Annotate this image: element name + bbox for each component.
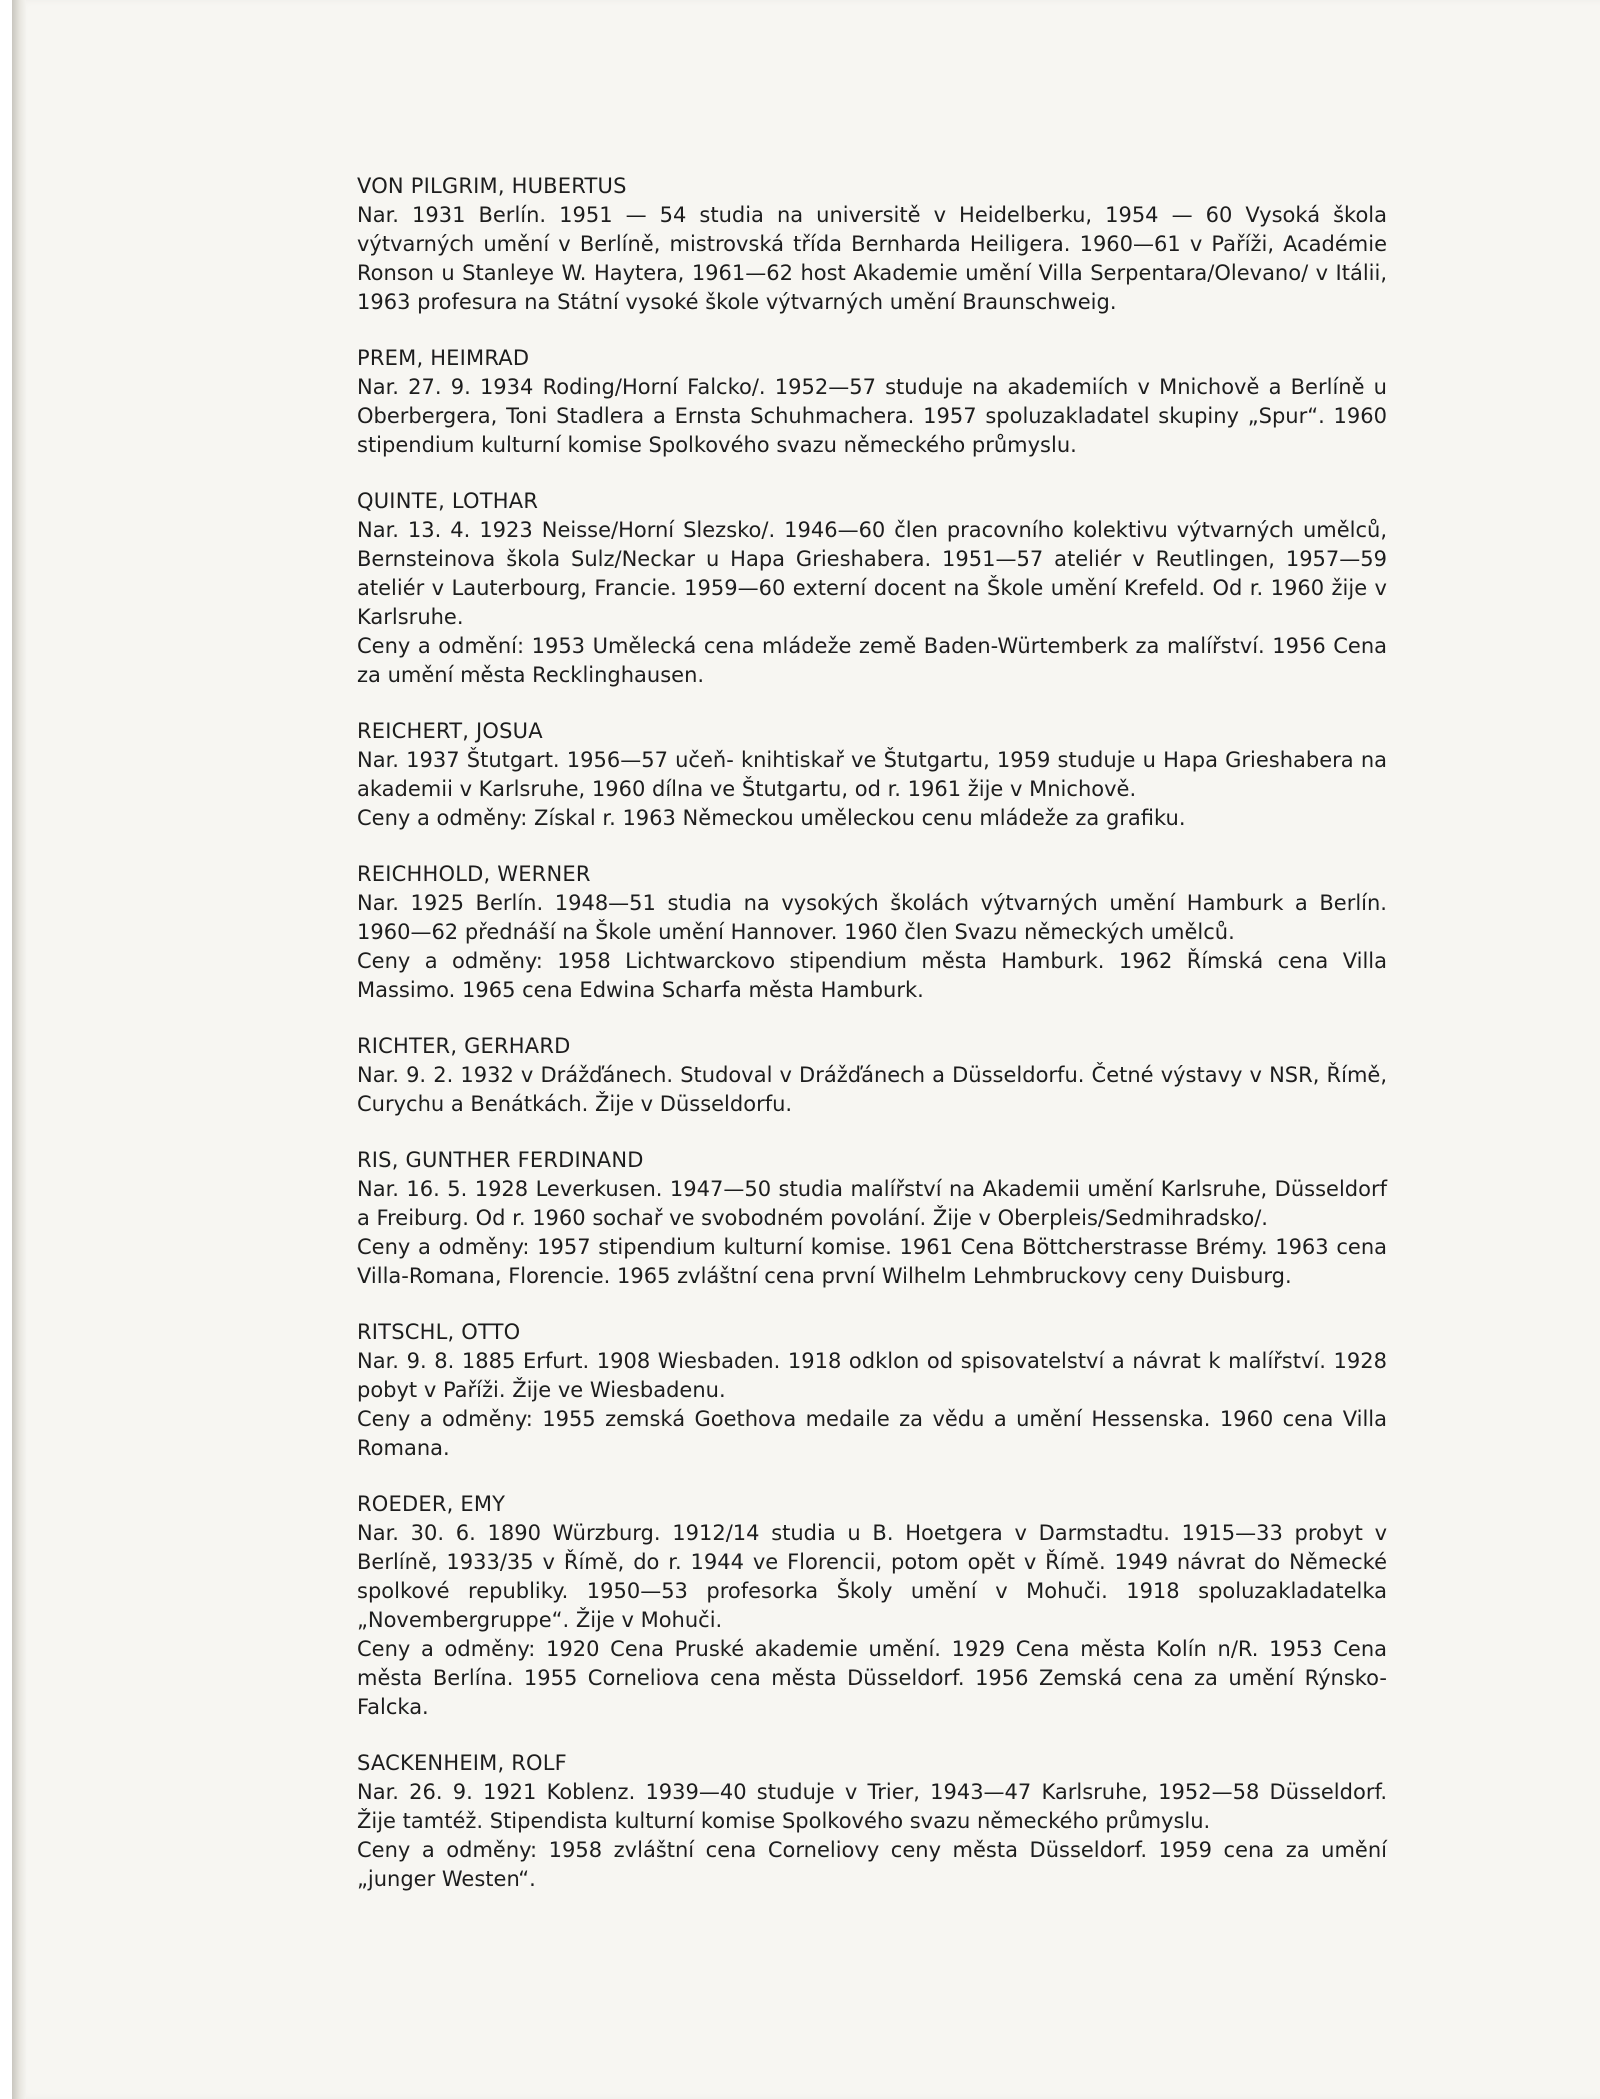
entry-biography: Nar. 26. 9. 1921 Koblenz. 1939—40 studuje v Trier, 1943—47 Karlsruhe, 1952—58 Düsseldorf. Žije tamtéž. Stipendista kulturní komise Spolkového svazu německého průmyslu. (357, 1780, 1387, 1833)
entry-reichhold (357, 860, 1387, 1005)
entry-awards: Ceny a odměny: 1958 zvláštní cena Corneliovy ceny města Düsseldorf. 1959 cena za umění „junger Westen“. (357, 1838, 1387, 1891)
entry-richter (357, 1032, 1387, 1119)
entry-von-pilgrim (357, 172, 1387, 317)
entry-name: RIS, GUNTHER FERDINAND (357, 1148, 644, 1172)
entry-ritschl (357, 1318, 1387, 1463)
entry-biography: Nar. 30. 6. 1890 Würzburg. 1912/14 studia u B. Hoetgera v Darmstadtu. 1915—33 probyt v Berlíně, 1933/35 v Římě, do r. 1944 ve Florencii, potom opět v Římě. 1949 návrat do Německé spolkové republiky. 1950—53 profesorka Školy umění v Mohuči. 1918 spoluzakladatelka „Novembergruppe“. Žije v Mohuči. (357, 1521, 1387, 1632)
entry-biography: Nar. 1931 Berlín. 1951 — 54 studia na universitě v Heidelberku, 1954 — 60 Vysoká škola výtvarných umění v Berlíně, mistrovská třída Bernharda Heiligera. 1960—61 v Paříži, Académie Ronson u Stanleye W. Haytera, 1961—62 host Akademie umění Villa Serpentara/Olevano/ v Itálii, 1963 profesura na Státní vysoké škole výtvarných umění Braunschweig. (357, 203, 1387, 314)
entry-biography: Nar. 27. 9. 1934 Roding/Horní Falcko/. 1952—57 studuje na akademiích v Mnichově a Berlíně u Oberbergera, Toni Stadlera a Ernsta Schuhmachera. 1957 spoluzakladatel skupiny „Spur“. 1960 stipendium kulturní komise Spolkového svazu německého průmyslu. (357, 375, 1387, 457)
entry-biography: Nar. 9. 8. 1885 Erfurt. 1908 Wiesbaden. 1918 odklon od spisovatelství a návrat k malířství. 1928 pobyt v Paříži. Žije ve Wiesbadenu. (357, 1349, 1387, 1402)
entry-biography: Nar. 9. 2. 1932 v Drážďánech. Studoval v Drážďánech a Düsseldorfu. Četné výstavy v NSR, Římě, Curychu a Benátkách. Žije v Düsseldorfu. (357, 1063, 1387, 1116)
entry-name: RITSCHL, OTTO (357, 1320, 521, 1344)
entry-awards: Ceny a odměny: 1955 zemská Goethova medaile za vědu a umění Hessenska. 1960 cena Villa Romana. (357, 1407, 1387, 1460)
entry-name: ROEDER, EMY (357, 1492, 506, 1516)
entry-sackenheim (357, 1749, 1387, 1894)
entry-name: VON PILGRIM, HUBERTUS (357, 174, 627, 198)
entry-biography: Nar. 1937 Štutgart. 1956—57 učeň- knihtiskař ve Štutgartu, 1959 studuje u Hapa Grieshabera na akademii v Karlsruhe, 1960 dílna ve Štutgartu, od r. 1961 žije v Mnichově. (357, 748, 1387, 801)
entry-awards: Ceny a odměny: 1920 Cena Pruské akademie umění. 1929 Cena města Kolín n/R. 1953 Cena města Berlína. 1955 Corneliova cena města Düsseldorf. 1956 Zemská cena za umění Rýnsko-Falcka. (357, 1637, 1387, 1719)
entry-biography: Nar. 16. 5. 1928 Leverkusen. 1947—50 studia malířství na Akademii umění Karlsruhe, Düsseldorf a Freiburg. Od r. 1960 sochař ve svobodném povolání. Žije v Oberpleis/Sedmihradsko/. (357, 1177, 1387, 1230)
entry-roeder (357, 1490, 1387, 1722)
entry-name: RICHTER, GERHARD (357, 1034, 571, 1058)
entry-name: REICHERT, JOSUA (357, 719, 543, 743)
entry-awards: Ceny a odměny: 1957 stipendium kulturní komise. 1961 Cena Böttcherstrasse Brémy. 1963 cena Villa-Romana, Florencie. 1965 zvláštní cena první Wilhelm Lehmbruckovy ceny Duisburg. (357, 1235, 1387, 1288)
entry-name: QUINTE, LOTHAR (357, 489, 539, 513)
entry-biography: Nar. 1925 Berlín. 1948—51 studia na vysokých školách výtvarných umění Hamburk a Berlín. 1960—62 přednáší na Škole umění Hannover. 1960 člen Svazu německých umělců. (357, 891, 1387, 944)
entry-reichert (357, 717, 1387, 833)
entry-ris (357, 1146, 1387, 1291)
entry-awards: Ceny a odmění: 1953 Umělecká cena mládeže země Baden-Würtemberk za malířství. 1956 Cena za umění města Recklinghausen. (357, 634, 1387, 687)
entry-name: SACKENHEIM, ROLF (357, 1751, 567, 1775)
artist-biographies (357, 172, 1387, 1921)
entry-name: REICHHOLD, WERNER (357, 862, 591, 886)
entry-name: PREM, HEIMRAD (357, 346, 530, 370)
entry-awards: Ceny a odměny: 1958 Lichtwarckovo stipendium města Hamburk. 1962 Římská cena Villa Massimo. 1965 cena Edwina Scharfa města Hamburk. (357, 949, 1387, 1002)
entry-awards: Ceny a odměny: Získal r. 1963 Německou uměleckou cenu mládeže za grafiku. (357, 806, 1186, 830)
entry-biography: Nar. 13. 4. 1923 Neisse/Horní Slezsko/. 1946—60 člen pracovního kolektivu výtvarných umělců, Bernsteinova škola Sulz/Neckar u Hapa Grieshabera. 1951—57 ateliér v Reutlingen, 1957—59 ateliér v Lauterbourg, Francie. 1959—60 externí docent na Škole umění Krefeld. Od r. 1960 žije v Karlsruhe. (357, 518, 1387, 629)
book-page (12, 0, 1600, 2099)
entry-prem (357, 344, 1387, 460)
entry-quinte (357, 487, 1387, 690)
page-spine-shadow (12, 0, 26, 2099)
